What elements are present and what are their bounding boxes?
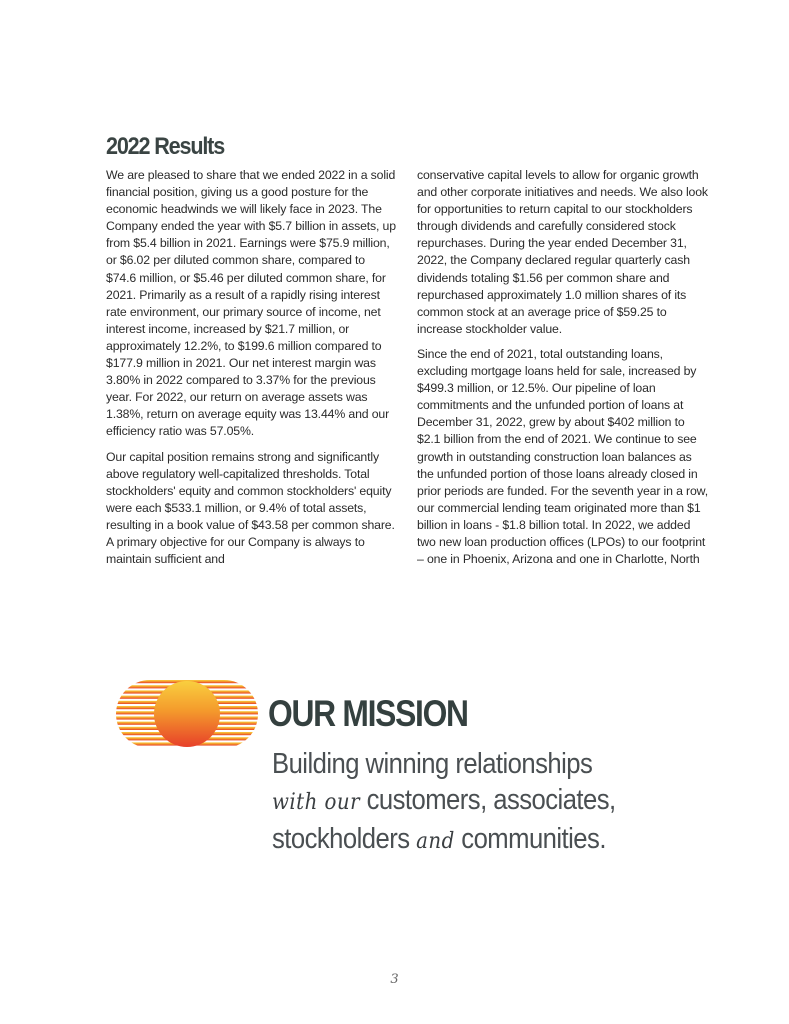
left-column (106, 167, 398, 576)
right-paragraph-2: Since the end of 2021, total outstanding loans, excluding mortgage loans held for sale, increased by $499.3 million, or 12.5%. Our pipeline of loan commitments and the unfunded portion of loans at December 31, 2022, grew by about $402 million to $2.1 billion from the end of 2021. We continue to see growth in outstanding construction loan balances as the unfunded portion of those loans already closed in prior periods are funded. For the seventh year in a row, our commercial lending team originated more than $1 billion in loans - $1.8 billion total. In 2022, we added two new loan production offices (LPOs) to our footprint – one in Phoenix, Arizona and one in Charlotte, North (417, 346, 708, 567)
left-paragraph-2: Our capital position remains strong and significantly above regulatory well-capitalized thresholds. Total stockholders' equity and common stockholders' equity were each $533.1 million, or 9.4% of total assets, resulting in a book value of $43.58 per common share. A primary objective for our Company is always to maintain sufficient and (106, 449, 395, 567)
right-column (417, 167, 709, 576)
mission-statement (272, 746, 650, 860)
right-paragraph-1: conservative capital levels to allow for organic growth and other corporate initiatives and needs. We also look for opportunities to return capital to our stockholders through dividends and carefully considered stock repurchases. During the year ended December 31, 2022, the Company declared regular quarterly cash dividends totaling $1.56 per common share and repurchased approximately 1.0 million shares of its common stock at an average price of $59.25 to increase stockholder value. (417, 168, 708, 336)
mission-script-and: and (416, 829, 455, 854)
mission-line-1: Building winning relationships (272, 748, 593, 780)
mission-line-3-end: communities. (454, 823, 606, 855)
mission-script-with-our: with our (272, 790, 361, 815)
mission-line-3-start: stockholders (272, 823, 417, 855)
sun-stripes-icon (116, 680, 258, 748)
mission-line-3 (272, 821, 650, 860)
mission-title: OUR MISSION (268, 693, 468, 734)
mission-line-2-text: customers, associates, (360, 784, 616, 816)
left-paragraph-1: We are pleased to share that we ended 2022 in a solid financial position, giving us a good posture for the economic headwinds we will likely face in 2023. The Company ended the year with $5.7 billion in assets, up from $5.4 billion in 2021. Earnings were $75.9 million, or $6.02 per diluted common share, compared to $74.6 million, or $5.46 per diluted common share, for 2021. Primarily as a result of a rapidly rising interest rate environment, our primary source of income, net interest income, increased by $21.7 million, or approximately 12.2%, to $199.6 million compared to $177.9 million in 2021. Our net interest margin was 3.80% in 2022 compared to 3.37% for the previous year. For 2022, our return on average assets was 1.38%, return on average equity was 13.44% and our efficiency ratio was 57.05%. (106, 168, 396, 439)
mission-line-2 (272, 782, 650, 821)
page-number: 3 (390, 972, 399, 987)
section-heading: 2022 Results (106, 133, 225, 160)
